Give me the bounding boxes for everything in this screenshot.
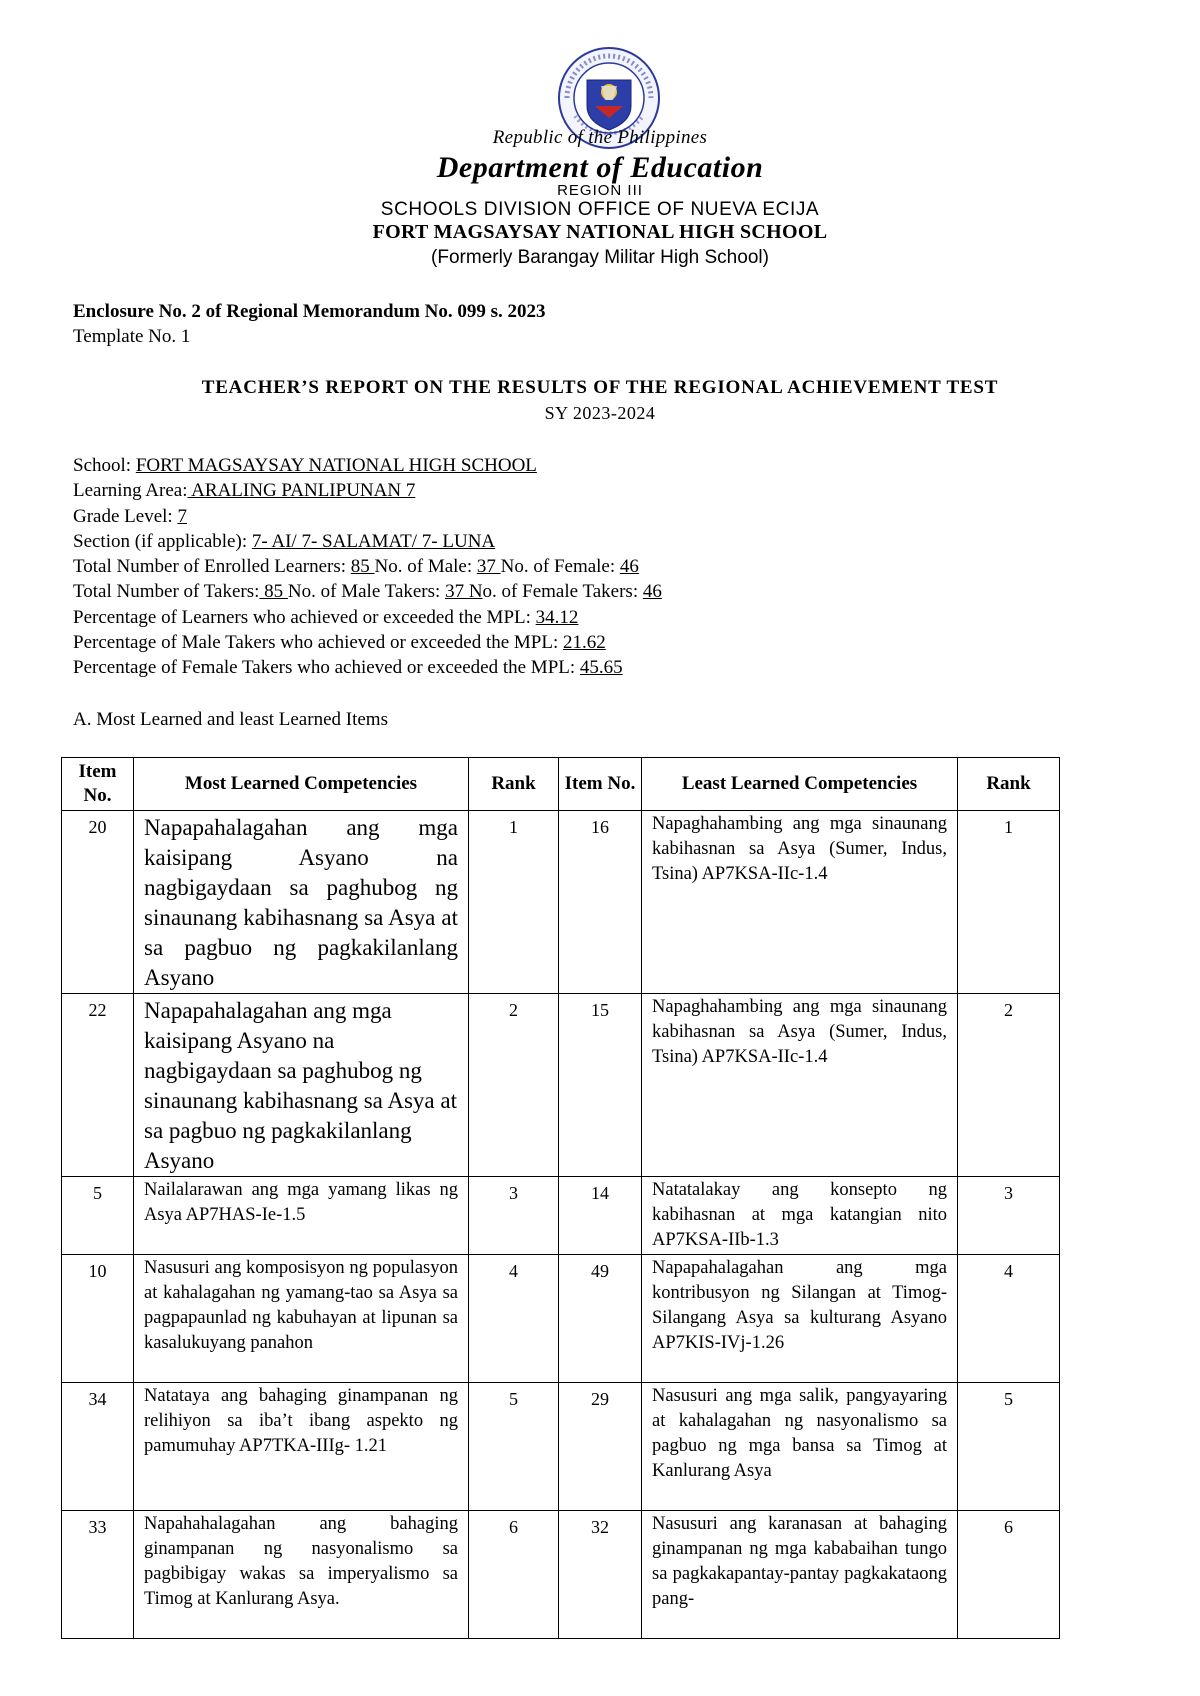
pct-male-label: Percentage of Male Takers who achieved or exceeded the MPL: — [73, 632, 564, 654]
header-item-no-2: Item No. — [559, 758, 642, 811]
least-competency: Nasusuri ang mga salik, pangyayaring at kahalagahan ng nasyonalismo sa pagbuo ng mga bansa sa Timog at Kanlurang Asya — [642, 1383, 958, 1511]
pct-female-value: 45.65 — [579, 657, 623, 679]
item-least: 14 — [559, 1177, 642, 1255]
rank-most: 4 — [469, 1255, 559, 1383]
competencies-table — [61, 757, 1060, 1639]
table-row — [62, 1383, 1060, 1511]
most-competency: Natataya ang bahaging ginampanan ng relihiyon sa iba’t ibang aspekto ng pamumuhay AP7TKA-IIIg- 1.21 — [134, 1383, 469, 1511]
section-row — [73, 529, 662, 554]
item-most: 5 — [62, 1177, 134, 1255]
takers-label: Total Number of Takers: — [73, 581, 260, 603]
female-takers-label: o. of Female Takers: — [482, 581, 643, 603]
most-competency: Nasusuri ang komposisyon ng populasyon at kahalagahan ng yamang-tao sa Asya sa pagpapaunlad ng kabuhayan at lipunan sa kasalukuyang panahon — [134, 1255, 469, 1383]
most-competency: Napapahalagahan ang mga kaisipang Asyano na nagbigaydaan sa paghubog ng sinaunang kabihasnang sa Asya at sa pagbuo ng pagkakilanlang Asyano — [134, 994, 469, 1177]
table-row — [62, 1177, 1060, 1255]
item-most: 10 — [62, 1255, 134, 1383]
learning-area-label: Learning Area: — [73, 480, 188, 502]
rank-most: 5 — [469, 1383, 559, 1511]
female-takers-value: 46 — [642, 581, 662, 603]
table-row — [62, 994, 1060, 1177]
rank-least: 3 — [958, 1177, 1060, 1255]
pct-learners-label: Percentage of Learners who achieved or exceeded the MPL: — [73, 606, 536, 628]
grade-value: 7 — [177, 505, 187, 527]
section-a-heading: A. Most Learned and least Learned Items — [73, 709, 388, 730]
pct-female-row — [73, 655, 662, 680]
school-row — [73, 453, 662, 478]
least-competency: Napaghahambing ang mga sinaunang kabihasnan sa Asya (Sumer, Indus, Tsina) AP7KSA-IIc-1.4 — [642, 811, 958, 994]
report-title: TEACHER’S REPORT ON THE RESULTS OF THE REGIONAL ACHIEVEMENT TEST — [201, 377, 999, 398]
region-line: REGION III — [557, 182, 643, 199]
least-competency: Napapahalagahan ang mga kontribusyon ng Silangan at Timog-Silangang Asya sa kulturang Asyano AP7KIS-IVj-1.26 — [642, 1255, 958, 1383]
grade-label: Grade Level: — [73, 505, 178, 527]
pct-male-value: 21.62 — [563, 632, 606, 654]
table-row — [62, 1255, 1060, 1383]
enrolled-row — [73, 554, 662, 579]
pct-male-row — [73, 630, 662, 655]
item-most: 22 — [62, 994, 134, 1177]
item-most: 20 — [62, 811, 134, 994]
item-least: 16 — [559, 811, 642, 994]
least-competency: Napaghahambing ang mga sinaunang kabihasnan sa Asya (Sumer, Indus, Tsina) AP7KSA-IIc-1.4 — [642, 994, 958, 1177]
header-rank: Rank — [469, 758, 559, 811]
least-competency: Nasusuri ang karanasan at bahaging ginampanan ng mga kababaihan tungo sa pagkakapantay-pantay pagkakataong pang- — [642, 1511, 958, 1639]
rank-least: 6 — [958, 1511, 1060, 1639]
table-row — [62, 811, 1060, 994]
school-year: SY 2023-2024 — [544, 403, 656, 423]
enclosure-line: Enclosure No. 2 of Regional Memorandum No. 099 s. 2023 — [73, 301, 546, 322]
item-least: 49 — [559, 1255, 642, 1383]
learning-area-value: ARALING PANLIPUNAN 7 — [187, 480, 416, 502]
female-value: 46 — [619, 556, 639, 578]
section-value: 7- AI/ 7- SALAMAT/ 7- LUNA — [251, 530, 496, 552]
school-name-line: FORT MAGSAYSAY NATIONAL HIGH SCHOOL — [372, 221, 828, 243]
most-competency: Napapahalagahan ang mga kaisipang Asyano na nagbigaydaan sa paghubog ng sinaunang kabihasnang sa Asya at sa pagbuo ng pagkakilanlang Asyano — [134, 811, 469, 994]
takers-row — [73, 579, 662, 604]
table-row — [62, 1511, 1060, 1639]
rank-least: 5 — [958, 1383, 1060, 1511]
school-label: School: — [73, 455, 136, 476]
header-item-no: Item No. — [62, 758, 134, 811]
learning-area-row — [73, 478, 662, 503]
enrolled-value: 85 — [350, 556, 375, 578]
pct-learners-row — [73, 605, 662, 630]
section-label: Section (if applicable): — [73, 530, 252, 552]
female-label: No. of Female: — [500, 556, 620, 578]
report-info — [73, 453, 662, 681]
republic-line: Republic of the Philippines — [492, 127, 708, 148]
male-label: No. of Male: — [374, 556, 477, 578]
header-least-learned: Least Learned Competencies — [642, 758, 958, 811]
rank-least: 4 — [958, 1255, 1060, 1383]
division-line: SCHOOLS DIVISION OFFICE OF NUEVA ECIJA — [380, 199, 820, 220]
grade-row — [73, 504, 662, 529]
least-competency: Natatalakay ang konsepto ng kabihasnan at mga katangian nito AP7KSA-IIb-1.3 — [642, 1177, 958, 1255]
department-line: Department of Education — [436, 151, 764, 184]
item-least: 29 — [559, 1383, 642, 1511]
header-rank-2: Rank — [958, 758, 1060, 811]
rank-most: 6 — [469, 1511, 559, 1639]
item-most: 34 — [62, 1383, 134, 1511]
takers-value: 85 — [259, 581, 288, 603]
male-takers-value: 37 N — [445, 581, 483, 603]
pct-female-label: Percentage of Female Takers who achieved or exceeded the MPL: — [73, 657, 580, 679]
rank-most: 3 — [469, 1177, 559, 1255]
formerly-line: (Formerly Barangay Militar High School) — [431, 247, 769, 268]
rank-most: 1 — [469, 811, 559, 994]
male-takers-label: No. of Male Takers: — [287, 581, 446, 603]
pct-learners-value: 34.12 — [535, 606, 579, 628]
rank-least: 1 — [958, 811, 1060, 994]
enrolled-label: Total Number of Enrolled Learners: — [73, 556, 351, 578]
rank-least: 2 — [958, 994, 1060, 1177]
most-competency: Napahahalagahan ang bahaging ginampanan ng nasyonalismo sa pagbibigay wakas sa imperyalismo sa Timog at Kanlurang Asya. — [134, 1511, 469, 1639]
item-least: 32 — [559, 1511, 642, 1639]
rank-most: 2 — [469, 994, 559, 1177]
male-value: 37 — [476, 556, 501, 578]
table-header-row — [62, 758, 1060, 811]
item-least: 15 — [559, 994, 642, 1177]
template-line: Template No. 1 — [73, 326, 191, 347]
item-most: 33 — [62, 1511, 134, 1639]
header-most-learned: Most Learned Competencies — [134, 758, 469, 811]
most-competency: Nailalarawan ang mga yamang likas ng Asya AP7HAS-Ie-1.5 — [134, 1177, 469, 1255]
school-value: FORT MAGSAYSAY NATIONAL HIGH SCHOOL — [135, 455, 537, 476]
